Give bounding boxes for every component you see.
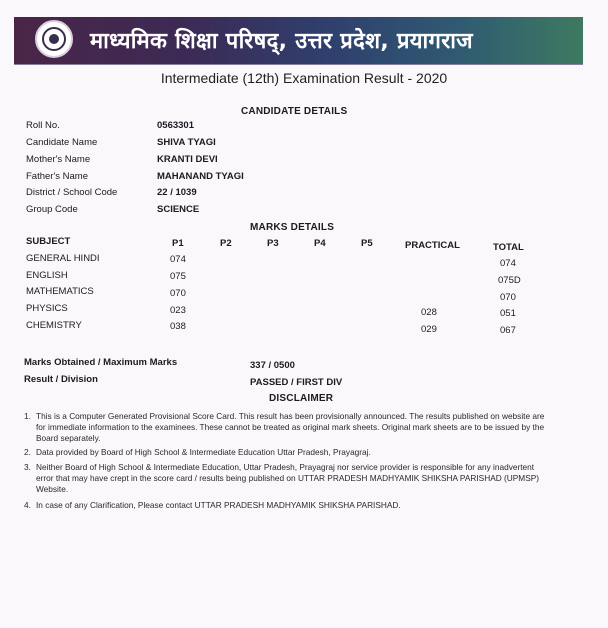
disclaimer-number: 3. (24, 462, 31, 472)
total-marks: 070 (500, 292, 516, 303)
field-label: Roll No. (26, 120, 60, 131)
field-value: SHIVA TYAGI (157, 137, 216, 148)
marks-details-heading: MARKS DETAILS (250, 222, 335, 233)
total-marks: 051 (500, 308, 516, 319)
p1-marks: 023 (170, 305, 186, 316)
disclaimer-number: 2. (24, 447, 31, 457)
disclaimer-heading: DISCLAIMER (269, 393, 334, 404)
field-value: MAHANAND TYAGI (157, 171, 244, 182)
col-p5: P5 (361, 238, 373, 249)
col-total: TOTAL (493, 242, 524, 253)
disclaimer-item (24, 411, 550, 444)
field-label: Mother's Name (26, 154, 91, 165)
result-division-label: Result / Division (24, 374, 98, 385)
disclaimer-item (24, 500, 550, 511)
field-label: District / School Code (26, 187, 118, 198)
field-value: SCIENCE (157, 204, 200, 215)
subject-name: GENERAL HINDI (26, 253, 100, 264)
field-value: 0563301 (157, 120, 194, 131)
col-p1: P1 (172, 238, 184, 249)
col-practical: PRACTICAL (405, 240, 460, 251)
col-subject: SUBJECT (26, 236, 71, 247)
disclaimer-text: Data provided by Board of High School & Intermediate Education Uttar Pradesh, Prayagraj. (36, 447, 371, 457)
field-label: Group Code (26, 204, 78, 215)
marks-obtained-label: Marks Obtained / Maximum Marks (24, 357, 178, 368)
board-title: माध्यमिक शिक्षा परिषद्, उत्तर प्रदेश, प्रयागराज (90, 29, 473, 54)
total-marks: 074 (500, 258, 516, 269)
col-p3: P3 (267, 238, 279, 249)
exam-title: Intermediate (12th) Examination Result - 2020 (160, 70, 448, 86)
subject-name: PHYSICS (26, 303, 68, 314)
field-value: 22 / 1039 (157, 187, 197, 198)
p1-marks: 038 (170, 321, 186, 332)
total-marks: 067 (500, 325, 516, 336)
disclaimer-number: 1. (24, 411, 31, 421)
header-banner (14, 17, 583, 64)
subject-name: CHEMISTRY (26, 320, 82, 331)
p1-marks: 074 (170, 254, 186, 265)
disclaimer-text: Neither Board of High School & Intermediate Education, Uttar Pradesh, Prayagraj nor service provider is responsible for any inadvertent error that may have crept in the score card / results being published on UTTAR PRADESH MADHYAMIK SHIKSHA PARISHAD (UPMSP) Website. (36, 462, 540, 494)
disclaimer-item (24, 462, 550, 495)
disclaimer-text: In case of any Clarification, Please contact UTTAR PRADESH MADHYAMIK SHIKSHA PARISHAD. (36, 500, 401, 510)
col-p4: P4 (314, 238, 326, 249)
marks-obtained-value: 337 / 0500 (250, 360, 295, 371)
field-label: Father's Name (26, 171, 89, 182)
result-division-value: PASSED / FIRST DIV (250, 377, 343, 388)
disclaimer-item (24, 447, 550, 458)
subject-name: MATHEMATICS (26, 286, 94, 297)
subject-name: ENGLISH (26, 270, 68, 281)
practical-marks: 028 (421, 307, 437, 318)
field-label: Candidate Name (26, 137, 98, 148)
candidate-details-heading: CANDIDATE DETAILS (241, 106, 348, 117)
p1-marks: 075 (170, 271, 186, 282)
total-marks: 075D (498, 275, 521, 286)
field-value: KRANTI DEVI (157, 154, 218, 165)
p1-marks: 070 (170, 288, 186, 299)
col-p2: P2 (220, 238, 232, 249)
upmsp-seal-icon (35, 20, 73, 58)
disclaimer-text: This is a Computer Generated Provisional Score Card. This result has been provisionally announced. The results published on website are for immediate information to the examinees. These cannot be treated as original mark sheets. Original mark sheets are to be issued by the Board separately. (36, 411, 545, 443)
disclaimer-number: 4. (24, 500, 31, 510)
practical-marks: 029 (421, 324, 437, 335)
